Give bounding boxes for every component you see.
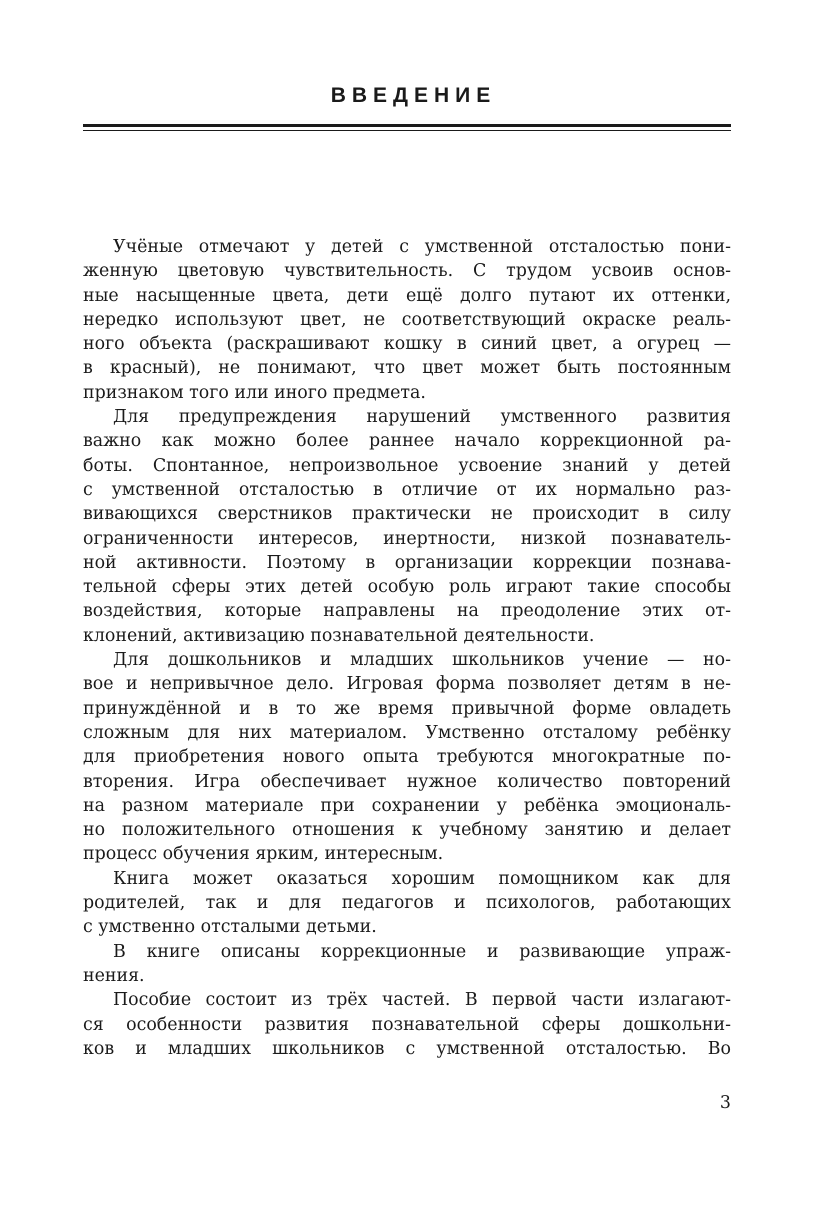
paragraph-4-line: с умственно отсталыми детьми. [83, 917, 377, 938]
paragraph-6-line: ков и младших школьников с умственной отсталостью. Во [83, 1038, 731, 1059]
paragraph-1-line: женную цветовую чувствительность. С трудом усвоив основ- [83, 261, 731, 282]
paragraph-1-line: ного объекта (раскрашивают кошку в синий цвет, а огурец — [83, 334, 731, 355]
paragraph-2-line: с умственной отсталостью в отличие от их нормально раз- [83, 479, 731, 500]
paragraph-1-line: Учёные отмечают у детей с умственной отсталостью пони- [113, 237, 731, 257]
paragraph-2-line: боты. Спонтанное, непроизвольное усвоение знаний у детей [83, 455, 731, 476]
paragraph-2-line: Для предупреждения нарушений умственного развития [113, 407, 731, 428]
paragraph-3-line: вое и непривычное дело. Игровая форма позволяет детям в не- [83, 674, 731, 695]
paragraph-3-line: принуждённой и в то же время привычной форме овладеть [83, 698, 731, 719]
paragraph-2-line: вивающихся сверстников практически не происходит в силу [83, 504, 731, 525]
paragraph-2-line: тельной сферы этих детей особую роль играют такие способы [83, 577, 731, 598]
paragraph-2-line: важно как можно более раннее начало коррекционной ра- [83, 431, 731, 452]
paragraph-2-line: воздействия, которые направлены на преодоление этих от- [83, 601, 731, 622]
paragraph-1-line: ные насыщенные цвета, дети ещё долго путают их оттенки, [83, 285, 731, 306]
paragraph-2-line: ограниченности интересов, инертности, низкой познаватель- [83, 528, 731, 549]
paragraph-4-line: родителей, так и для педагогов и психологов, работающих [83, 893, 731, 914]
paragraph-3-line: Для дошкольников и младших школьников учение — но- [113, 650, 731, 671]
paragraph-5-line: В книге описаны коррекционные и развивающие упраж- [113, 941, 731, 962]
paragraph-1-line: признаком того или иного предмета. [83, 382, 426, 403]
paragraph-3-line: для приобретения нового опыта требуются многократные по- [83, 747, 731, 768]
paragraph-4-line: Книга может оказаться хорошим помощником как для [113, 868, 731, 889]
paragraph-5-line: нения. [83, 965, 145, 986]
heading-rule-thin [83, 130, 731, 131]
chapter-heading: ВВЕДЕНИЕ [330, 84, 497, 107]
paragraph-3-line: процесс обучения ярким, интересным. [83, 844, 444, 865]
paragraph-3-line: вторения. Игра обеспечивает нужное количество повторений [83, 771, 731, 792]
paragraph-2-line: ной активности. Поэтому в организации коррекции познава- [83, 552, 731, 573]
heading-rule-thick [83, 124, 731, 127]
paragraph-6-line: Пособие состоит из трёх частей. В первой части излагают- [113, 990, 731, 1011]
paragraph-3-line: сложным для них материалом. Умственно отсталому ребёнку [83, 722, 731, 743]
paragraph-1-line: в красный), не понимают, что цвет может быть постоянным [83, 358, 731, 379]
paragraph-3-line: на разном материале при сохранении у ребёнка эмоциональ- [83, 795, 731, 816]
page-number: 3 [719, 1093, 731, 1113]
paragraph-2-line: клонений, активизацию познавательной деятельности. [83, 625, 595, 646]
paragraph-6-line: ся особенности развития познавательной сферы дошкольни- [83, 1014, 731, 1035]
body-text [83, 235, 731, 1061]
paragraph-3-line: но положительного отношения к учебному занятию и делает [83, 820, 731, 841]
paragraph-1-line: нередко используют цвет, не соответствующий окраске реаль- [83, 309, 731, 330]
